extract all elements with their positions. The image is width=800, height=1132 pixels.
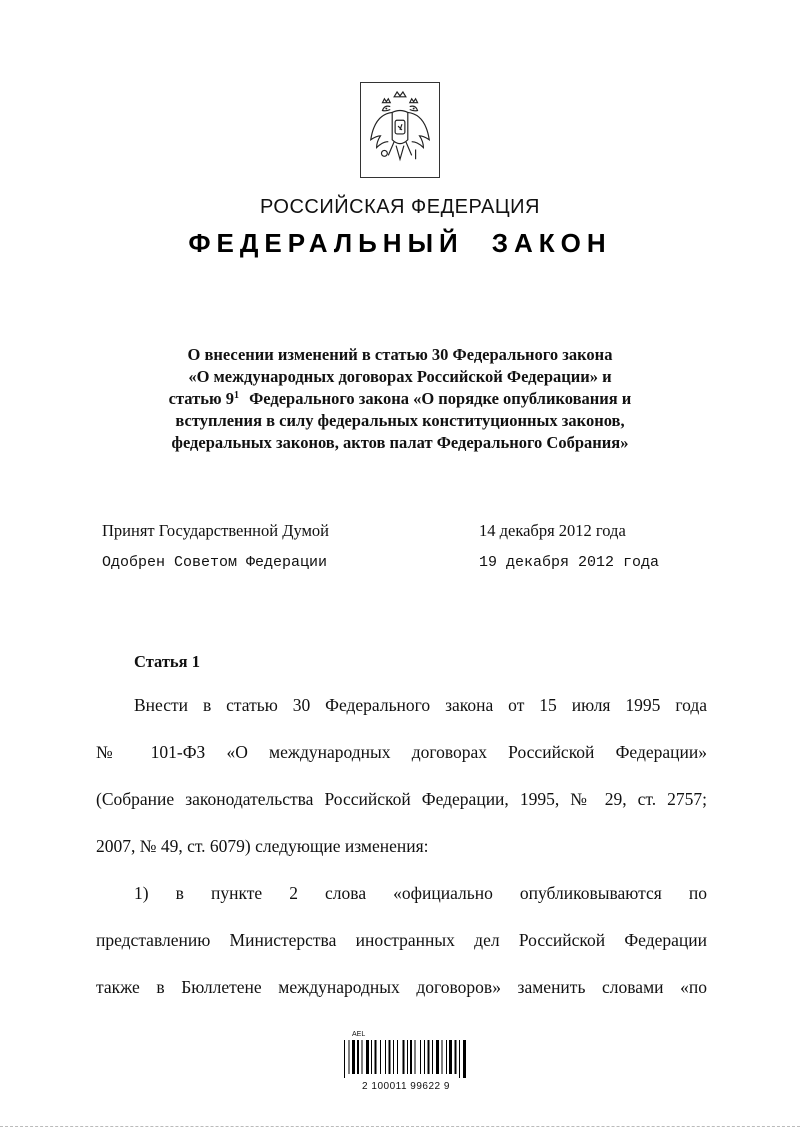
law-title-line-3-end: Федерального закона «О порядке опубликования и: [249, 389, 632, 408]
body-line: также в Бюллетене международных договоров» заменить словами «по: [96, 977, 707, 997]
adoption-label: Принят Государственной Думой: [102, 521, 330, 540]
barcode-bar: [424, 1040, 425, 1074]
body-line: (Собрание законодательства Российской Федерации, 1995, № 29, ст. 2757;: [96, 789, 707, 809]
body-line: Внести в статью 30 Федерального закона от 15 июля 1995 года: [134, 695, 707, 715]
barcode-bar: [446, 1040, 447, 1074]
adoption-date: 19 декабря 2012 года: [479, 554, 660, 571]
barcode-bar: [393, 1040, 394, 1074]
barcode-bar: [407, 1040, 408, 1074]
barcode-bar: [432, 1040, 433, 1074]
barcode-bar: [371, 1040, 372, 1074]
adoption-label: Одобрен Советом Федерации: [102, 554, 328, 571]
russian-coat-of-arms-icon: [361, 83, 439, 177]
law-title-line-2: «О международных договорах Российской Федерации» и: [188, 367, 612, 386]
law-title-line-4: вступления в силу федеральных конституционных законов,: [175, 411, 625, 430]
law-title-line-3-start: статью 9: [168, 389, 234, 408]
adoption-row-council: [102, 554, 682, 578]
country-name: РОССИЙСКАЯ ФЕДЕРАЦИЯ: [260, 196, 540, 218]
adoption-row-duma: [102, 521, 682, 545]
barcode-bar: [436, 1040, 439, 1074]
barcode-bar: [455, 1040, 457, 1074]
scan-edge-divider: [0, 1126, 800, 1127]
barcode-icon: [340, 1038, 470, 1078]
law-title-line-1: О внесении изменений в статью 30 Федерального закона: [187, 345, 613, 364]
barcode-bar: [344, 1040, 345, 1078]
barcode-bar: [463, 1040, 466, 1078]
barcode-bar: [352, 1040, 355, 1074]
barcode-bar: [442, 1040, 443, 1074]
document-type: [0, 228, 800, 259]
barcode-bar: [410, 1040, 412, 1074]
barcode-bar: [459, 1040, 460, 1078]
article-body: [96, 682, 707, 1011]
article-heading: Статья 1: [134, 652, 200, 671]
emblem-frame: [360, 82, 440, 178]
barcode-bar: [362, 1040, 363, 1074]
law-title-line-5: федеральных законов, актов палат Федерального Собрания»: [171, 433, 629, 452]
body-line: представлению Министерства иностранных дел Российской Федерации: [96, 930, 707, 950]
body-line: 1) в пункте 2 слова «официально опубликовываются по: [134, 883, 707, 903]
adoption-date: 14 декабря 2012 года: [479, 521, 626, 540]
barcode-bar: [428, 1040, 430, 1074]
barcode-bar: [375, 1040, 377, 1074]
barcode-bar: [349, 1040, 350, 1074]
article-superscript: 1: [233, 390, 239, 401]
barcode-tag: АЕL: [352, 1031, 366, 1038]
barcode-bar: [380, 1040, 381, 1074]
barcode-bar: [415, 1040, 416, 1074]
law-title: [80, 344, 720, 454]
barcode-bar: [397, 1040, 398, 1074]
document-type-word-2: ЗАКОН: [491, 228, 612, 258]
barcode-bar: [366, 1040, 369, 1074]
barcode-bar: [385, 1040, 386, 1074]
body-line: 2007, № 49, ст. 6079) следующие изменения:: [96, 836, 429, 856]
body-line: № 101-ФЗ «О международных договорах Российской Федерации»: [96, 742, 707, 762]
barcode-bar: [403, 1040, 405, 1074]
law-title-line-3: [80, 388, 720, 410]
barcode-bar: [449, 1040, 452, 1074]
barcode-bar: [420, 1040, 421, 1074]
document-type-word-1: ФЕДЕРАЛЬНЫЙ: [188, 228, 464, 258]
barcode-bar: [389, 1040, 391, 1074]
barcode-bar: [357, 1040, 359, 1074]
barcode-number: 2 100011 99622 9: [362, 1081, 450, 1092]
